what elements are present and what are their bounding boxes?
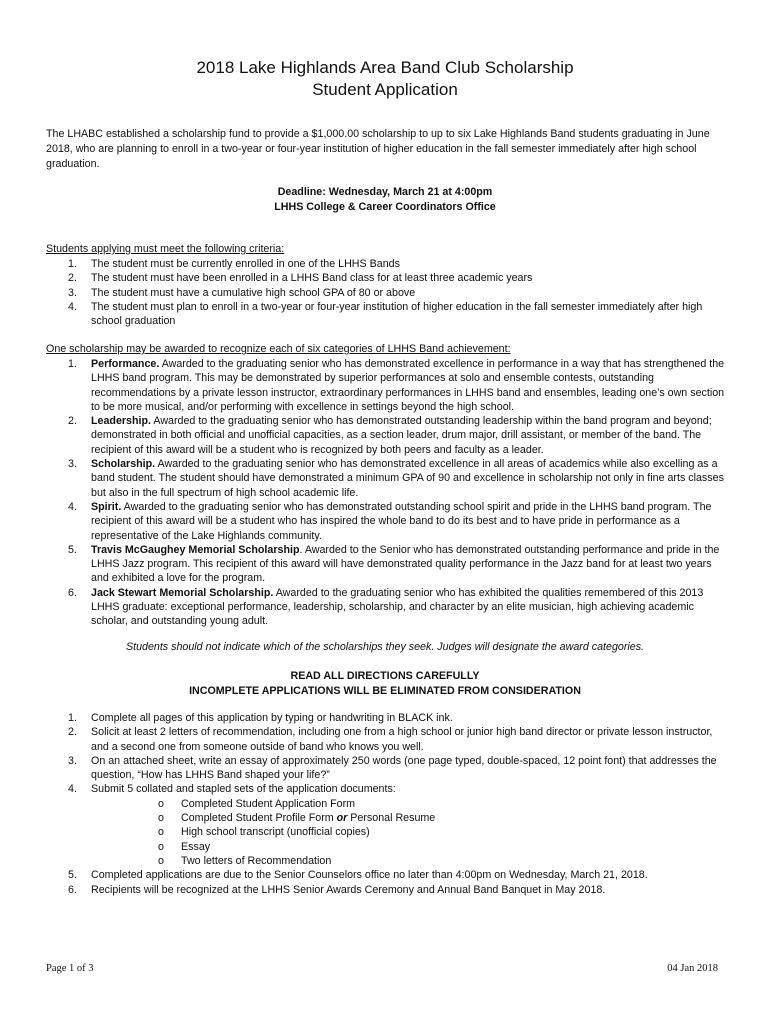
document-item: o Completed Student Profile Form or Personal Resume [158,812,436,825]
bullet-icon: o [158,826,164,839]
criteria-list [46,257,726,328]
list-item: 5. Travis McGaughey Memorial Scholarship. Awarded to the Senior who has demonstrated outstanding performance and pride in the LHHS Jazz program. This recipient of this award will have demonstrated quality performance in the Jazz band for at least two years and exhibited a love for the program. [68,543,720,585]
directions-list [46,711,726,897]
categories-list [46,357,726,629]
deadline-block [0,185,770,215]
category-name: Scholarship. [91,458,156,471]
deadline-location: LHHS College & Career Coordinators Office [274,201,496,213]
category-name: Travis McGaughey Memorial Scholarship [91,543,300,556]
page-number: Page 1 of 3 [46,963,94,974]
or-emphasis: or [336,812,348,825]
category-name: Leadership. [91,415,151,428]
warning-block [0,669,770,699]
judges-note: Students should not indicate which of the scholarships they seek. Judges will designate the award categories. [125,641,645,653]
list-item: 6. Jack Stewart Memorial Scholarship. Awarded to the graduating senior who has exhibited the qualities remembered of this 2013 LHHS graduate: exceptional performance, leadership, scholarship, and character by an elite musician, high achieving academic scholar, and outstanding young adult. [68,586,704,628]
warning-line-2: INCOMPLETE APPLICATIONS WILL BE ELIMINATED FROM CONSIDERATION [189,685,581,697]
intro-paragraph: The LHABC established a scholarship fund to provide a $1,000.00 scholarship to up to six Lake Highlands Band students graduating in June 2018, who are planning to enroll in a two-year or four-year institution of higher education in the fall semester immediately after high school graduation. [46,128,710,170]
list-item: 1. The student must be currently enrolled in one of the LHHS Bands [68,258,400,270]
list-item: 3. Scholarship. Awarded to the graduating senior who has demonstrated excellence in all areas of academics while also excelling as a band student. The student should have demonstrated a minimum GPA of 90 and excellence in scholarship not only in fine arts classes but also in the full spectrum of high school academic life. [68,458,724,499]
document-item: o Essay [158,840,211,853]
category-name: Performance. [91,358,160,370]
warning-line-1: READ ALL DIRECTIONS CAREFULLY [290,670,480,682]
deadline-date: Deadline: Wednesday, March 21 at 4:00pm [277,186,493,198]
document-item: o High school transcript (unofficial copies) [158,826,370,839]
list-item: 1. Performance. Awarded to the graduating senior who has demonstrated excellence in performance in a way that has strengthened the LHHS band program. This may be demonstrated by superior performances at solo and ensemble contests, outstanding recommendations by a private lesson instructor, extraordinary performances in LHHS band and ensembles, leading one’s own section to be more musical, and/or performing with excellence in settings beyond the high school. [68,358,725,413]
criteria-heading: Students applying must meet the following criteria: [46,243,285,255]
footer-date: 04 Jan 2018 [667,963,718,974]
title-line-2: Student Application [312,80,458,99]
list-item: 4. Submit 5 collated and stapled sets of the application documents: o Completed Student Application Form o Completed Student Profile Form or Personal Resume o High school transcript (unofficial copies) o Essay o Two letters of Recommendation [46,782,726,868]
list-item: 3. On an attached sheet, write an essay of approximately 250 words (one page typed, double-spaced, 12 point font) that addresses the question, “How has LHHS Band shaped your life?” [68,754,717,782]
bullet-icon: o [158,812,164,825]
bullet-icon: o [158,854,164,867]
list-item: 2. Leadership. Awarded to the graduating senior who has demonstrated outstanding leadership within the band program and beyond; demonstrated in both official and unofficial capacities, as a section leader, drum major, drill assistant, or member of the band. The recipient of this award will be a student who is recognized by both peers and faculty as a leader. [68,415,712,456]
categories-heading: One scholarship may be awarded to recognize each of six categories of LHHS Band achievement: [46,343,511,355]
document-item: o Two letters of Recommendation [158,854,332,867]
list-item: 4. The student must plan to enroll in a two-year or four-year institution of higher education in the fall semester immediately after high school graduation [68,300,703,328]
list-item: 1. Complete all pages of this application by typing or handwriting in BLACK ink. [68,712,453,724]
list-item: 3. The student must have a cumulative high school GPA of 80 or above [68,286,416,299]
category-name: Spirit. [91,500,122,513]
list-item: 5. Completed applications are due to the Senior Counselors office no later than 4:00pm on Wednesday, March 21, 2018. [68,869,648,882]
documents-sublist [91,797,726,868]
list-item: 6. Recipients will be recognized at the LHHS Senior Awards Ceremony and Annual Band Banquet in May 2018. [68,883,606,896]
category-name: Jack Stewart Memorial Scholarship. [91,586,274,599]
document-title [0,57,770,101]
title-line-1: 2018 Lake Highlands Area Band Club Scholarship [196,58,574,77]
list-item: 2. The student must have been enrolled in a LHHS Band class for at least three academic years [68,272,533,285]
list-item: 2. Solicit at least 2 letters of recommendation, including one from a high school or junior high band director or private lesson instructor, and a second one from someone outside of band who knows you well. [68,726,713,753]
list-item: 4. Spirit. Awarded to the graduating senior who has demonstrated outstanding school spirit and pride in the LHHS band program. The recipient of this award will be a student who has inspired the whole band to do its best and to have pride in performance as a representative of the Lake Highlands community. [68,500,712,542]
document-item: o Completed Student Application Form [158,797,356,810]
bullet-icon: o [158,797,164,810]
bullet-icon: o [158,840,164,853]
